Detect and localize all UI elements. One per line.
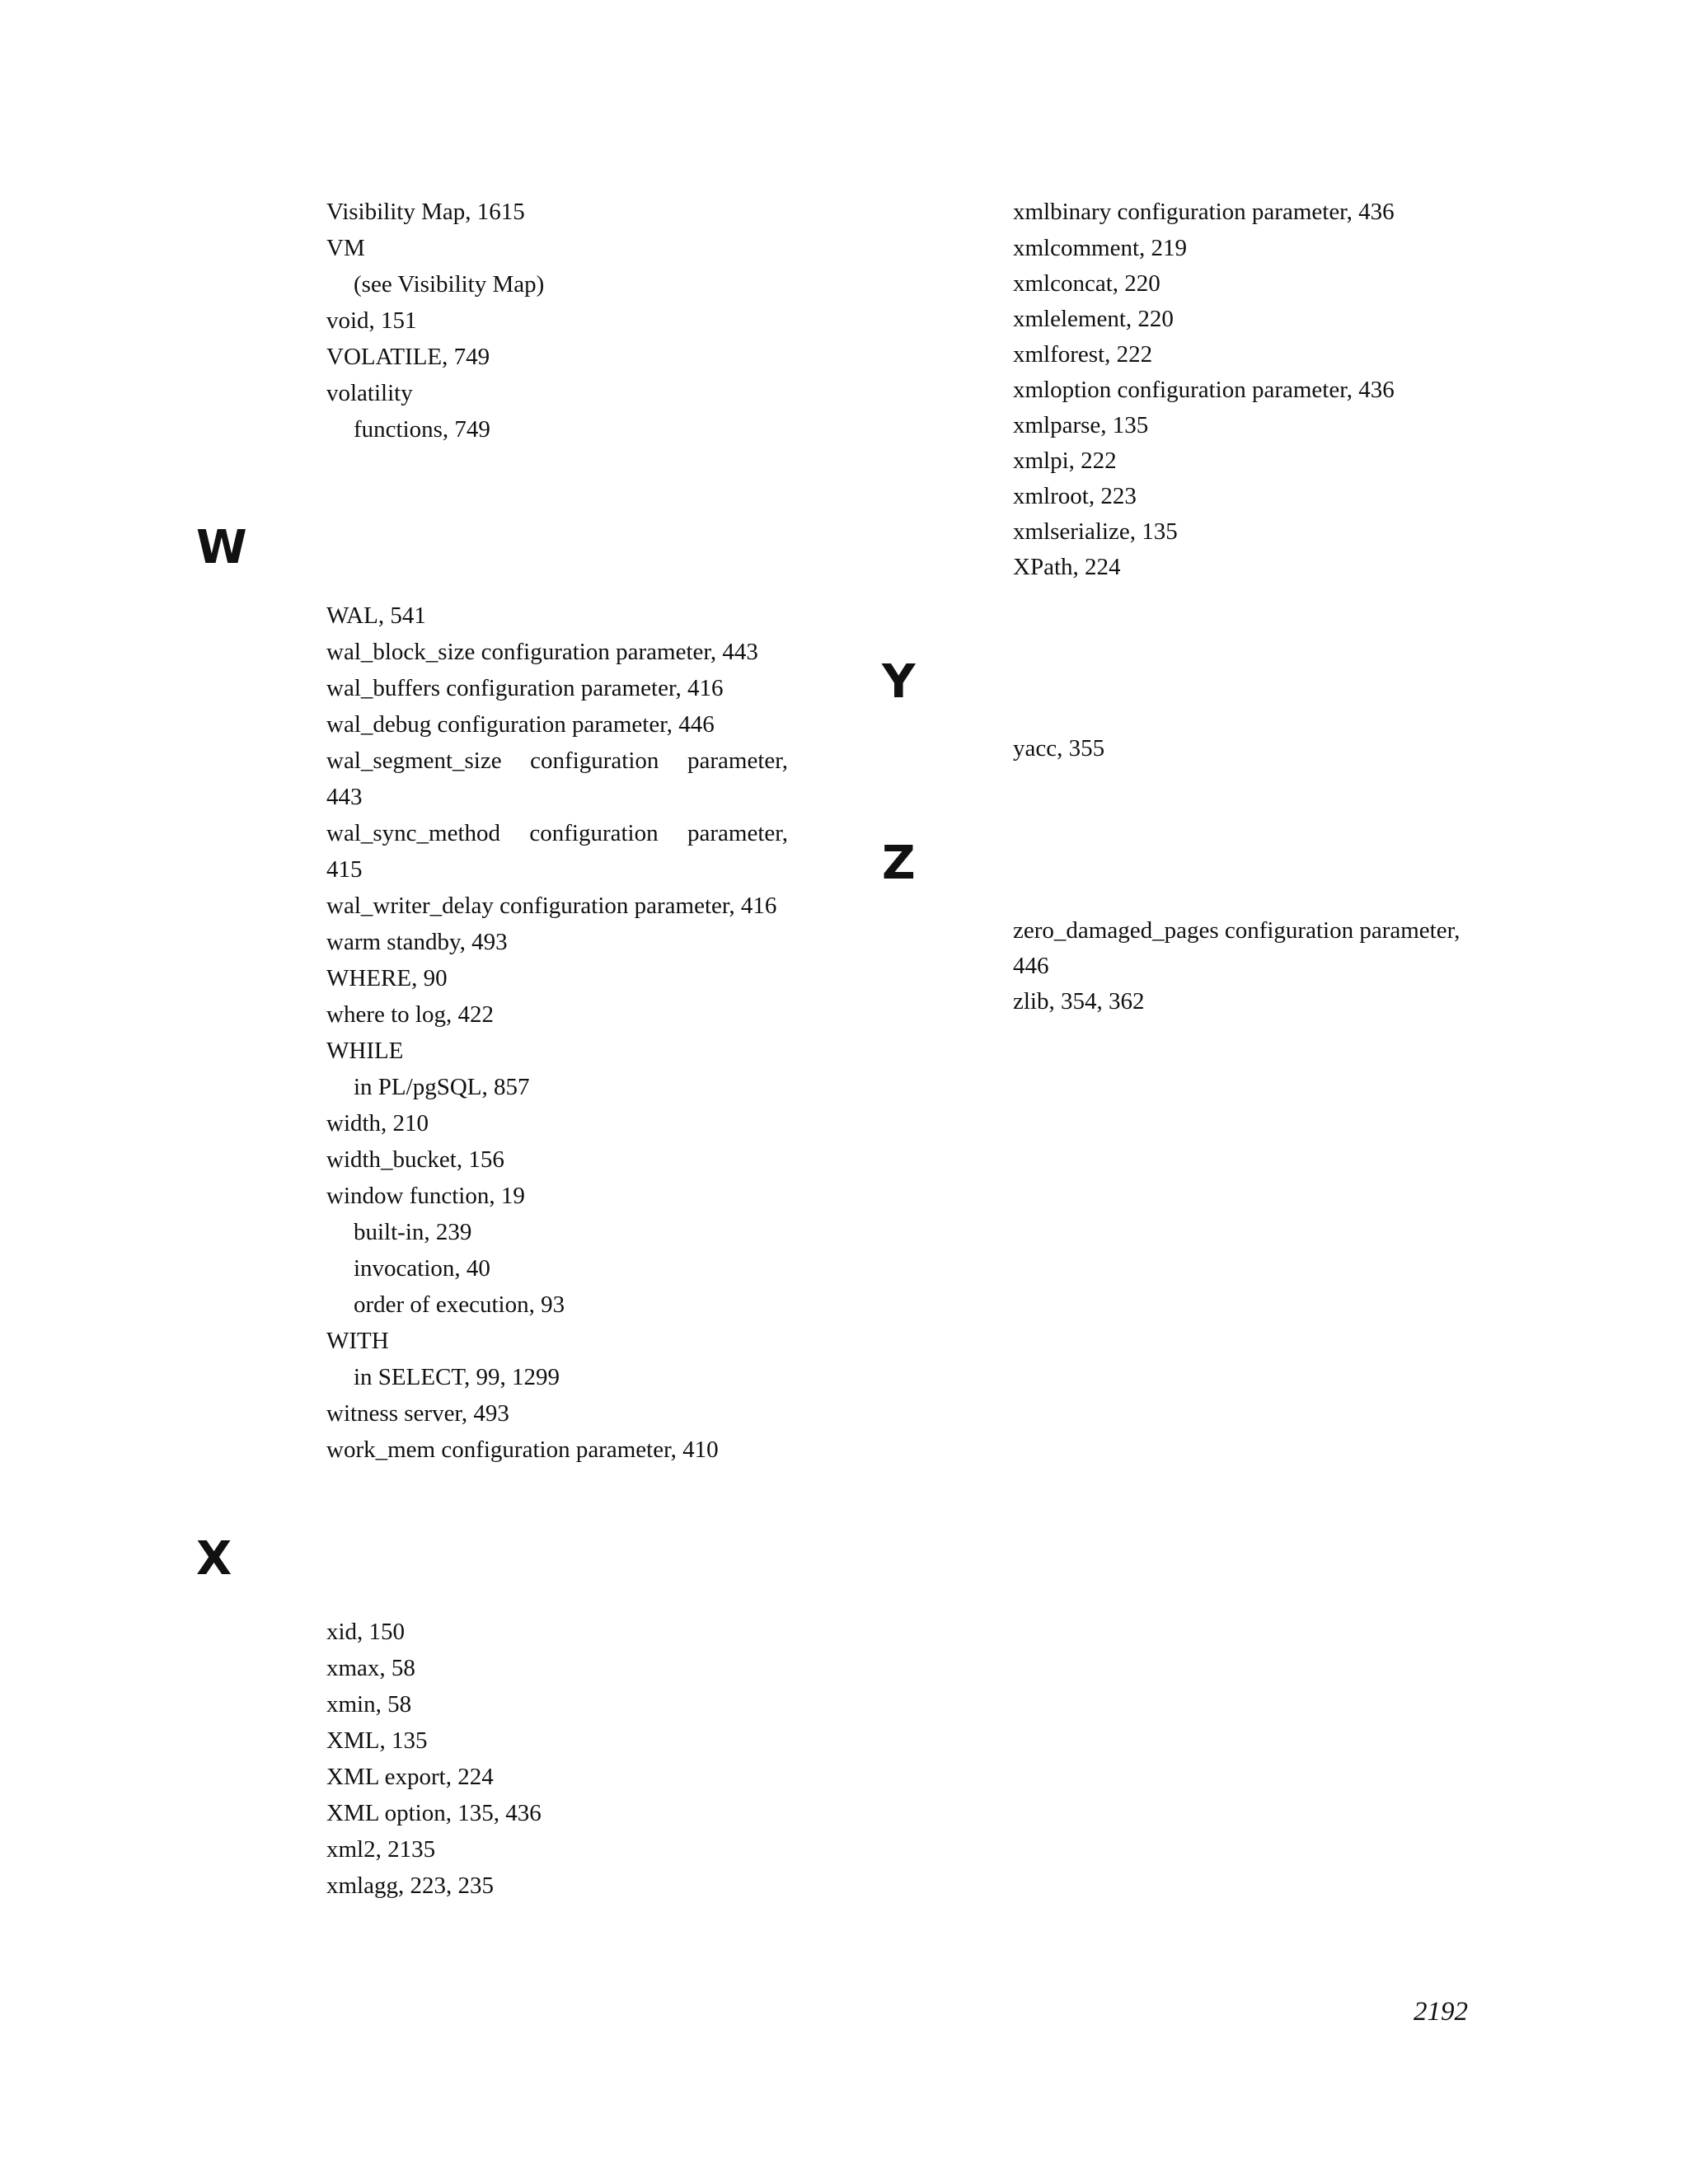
index-entry: WHILE xyxy=(326,1038,404,1064)
index-entry: xmlforest, 222 xyxy=(1013,341,1153,368)
index-entry: width_bucket, 156 xyxy=(326,1146,504,1173)
index-entry: XML, 135 xyxy=(326,1727,428,1754)
index-entry: warm standby, 493 xyxy=(326,929,508,955)
index-entry: window function, 19 xyxy=(326,1183,525,1209)
index-entry: XML export, 224 xyxy=(326,1764,494,1790)
index-entry: zlib, 354, 362 xyxy=(1013,988,1145,1015)
section-letter-z: Z xyxy=(882,837,916,890)
section-letter-x: X xyxy=(196,1532,232,1586)
index-entry: wal_debug configuration parameter, 446 xyxy=(326,711,715,738)
index-entry-continuation: 443 xyxy=(326,784,363,810)
index-entry: xmlagg, 223, 235 xyxy=(326,1872,494,1899)
index-entry: wal_buffers configuration parameter, 416 xyxy=(326,675,724,701)
index-entry: XML option, 135, 436 xyxy=(326,1800,542,1826)
index-entry: yacc, 355 xyxy=(1013,735,1105,762)
index-entry: xmlroot, 223 xyxy=(1013,483,1137,509)
index-entry: XPath, 224 xyxy=(1013,554,1121,580)
index-entry: xmlcomment, 219 xyxy=(1013,235,1188,261)
index-subentry: (see Visibility Map) xyxy=(354,271,545,298)
section-letter-w: W xyxy=(196,521,247,574)
index-entry: xmlparse, 135 xyxy=(1013,412,1149,438)
index-entry: void, 151 xyxy=(326,307,417,334)
index-entry: VOLATILE, 749 xyxy=(326,344,490,370)
index-entry: xid, 150 xyxy=(326,1619,406,1645)
index-entry: WAL, 541 xyxy=(326,602,426,629)
index-subentry: order of execution, 93 xyxy=(354,1291,565,1318)
index-entry-continuation: 415 xyxy=(326,856,363,883)
index-entry: witness server, 493 xyxy=(326,1400,509,1427)
index-entry: zero_damaged_pages configuration parameter, xyxy=(1013,917,1461,944)
index-entry: work_mem configuration parameter, 410 xyxy=(326,1436,719,1463)
index-entry: wal_segment_size configuration parameter, xyxy=(326,748,788,774)
index-entry: WHERE, 90 xyxy=(326,965,448,991)
section-letter-y: Y xyxy=(882,655,916,709)
index-subentry: in SELECT, 99, 1299 xyxy=(354,1364,560,1390)
index-entry: width, 210 xyxy=(326,1110,429,1137)
index-entry: xml2, 2135 xyxy=(326,1836,436,1863)
page-number: 2192 xyxy=(1414,1997,1468,2027)
index-entry: xmlpi, 222 xyxy=(1013,448,1117,474)
index-entry: xmax, 58 xyxy=(326,1655,415,1681)
index-entry: xmlelement, 220 xyxy=(1013,306,1174,332)
index-entry: volatility xyxy=(326,380,413,406)
index-entry: xmloption configuration parameter, 436 xyxy=(1013,377,1395,403)
index-entry-continuation: 446 xyxy=(1013,953,1049,979)
index-entry: xmlserialize, 135 xyxy=(1013,518,1178,545)
index-entry: wal_sync_method configuration parameter, xyxy=(326,820,788,846)
index-entry: VM xyxy=(326,235,365,261)
index-entry: xmin, 58 xyxy=(326,1691,412,1718)
index-entry: Visibility Map, 1615 xyxy=(326,199,525,225)
index-subentry: in PL/pgSQL, 857 xyxy=(354,1074,530,1100)
index-entry: WITH xyxy=(326,1328,389,1354)
index-entry: wal_writer_delay configuration parameter, 416 xyxy=(326,893,777,919)
index-subentry: built-in, 239 xyxy=(354,1219,472,1245)
index-entry: wal_block_size configuration parameter, 443 xyxy=(326,639,758,665)
index-entry: xmlconcat, 220 xyxy=(1013,270,1160,297)
index-subentry: functions, 749 xyxy=(354,416,490,443)
index-entry: where to log, 422 xyxy=(326,1001,494,1028)
index-entry: xmlbinary configuration parameter, 436 xyxy=(1013,199,1395,225)
index-subentry: invocation, 40 xyxy=(354,1255,490,1282)
